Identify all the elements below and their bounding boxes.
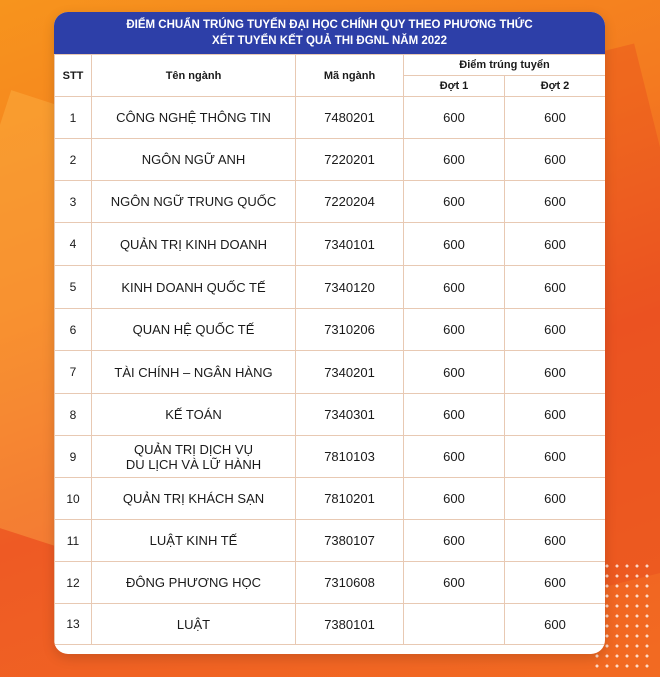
cell-dot-2: 600 [505,97,606,139]
table-row [55,562,606,604]
cell-ma-nganh: 7220201 [296,139,404,181]
table-row [55,478,606,520]
table-row [55,223,606,266]
cell-stt: 9 [55,436,92,478]
major-name-line: DU LỊCH VÀ LỮ HÀNH [125,456,262,472]
major-name-line: TÀI CHÍNH – NGÂN HÀNG [114,364,273,380]
cell-ten-nganh [92,351,296,394]
major-name-line: KINH DOANH QUỐC TẾ [121,279,266,295]
header-ma-nganh: Mã ngành [296,55,404,97]
cell-dot-1: 600 [404,223,505,266]
table-row [55,139,606,181]
score-card [54,12,605,654]
title-line-1: ĐIỂM CHUẨN TRÚNG TUYỂN ĐẠI HỌC CHÍNH QUY THEO PHƯƠNG THỨC [126,19,533,31]
score-table [54,54,605,645]
major-name-line: KẾ TOÁN [165,407,222,422]
table-row [55,520,606,562]
cell-ten-nganh [92,181,296,223]
cell-stt: 4 [55,223,92,266]
cell-ma-nganh: 7380107 [296,520,404,562]
cell-ma-nganh: 7220204 [296,181,404,223]
major-name-line: QUẢN TRỊ KINH DOANH [119,236,268,252]
cell-dot-1: 600 [404,394,505,436]
cell-stt: 12 [55,562,92,604]
cell-dot-2: 600 [505,139,606,181]
cell-dot-2: 600 [505,436,606,478]
cell-stt: 8 [55,394,92,436]
major-name-line: NGÔN NGỮ ANH [141,152,246,167]
cell-ten-nganh [92,139,296,181]
table-row [55,351,606,394]
cell-dot-1: 600 [404,309,505,351]
cell-stt: 11 [55,520,92,562]
cell-dot-1: 600 [404,436,505,478]
cell-ten-nganh [92,394,296,436]
cell-ma-nganh: 7480201 [296,97,404,139]
header-stt: STT [55,55,92,97]
cell-dot-1: 600 [404,181,505,223]
cell-ten-nganh [92,604,296,645]
table-row [55,181,606,223]
cell-dot-1: 600 [404,97,505,139]
cell-ma-nganh: 7340301 [296,394,404,436]
cell-dot-2: 600 [505,309,606,351]
cell-stt: 3 [55,181,92,223]
cell-ten-nganh [92,97,296,139]
cell-ma-nganh: 7310206 [296,309,404,351]
cell-dot-1: 600 [404,351,505,394]
table-row [55,394,606,436]
cell-dot-1: 600 [404,478,505,520]
cell-stt: 5 [55,266,92,309]
cell-ten-nganh [92,478,296,520]
major-name-line: QUẢN TRỊ DỊCH VỤ [134,441,253,457]
table-row [55,604,606,645]
cell-dot-2: 600 [505,478,606,520]
cell-dot-1: 600 [404,139,505,181]
cell-ma-nganh: 7380101 [296,604,404,645]
table-row [55,97,606,139]
table-row [55,436,606,478]
cell-ten-nganh [92,309,296,351]
cell-ten-nganh [92,436,296,478]
header-ten-nganh: Tên ngành [92,55,296,97]
cell-dot-2: 600 [505,351,606,394]
cell-dot-2: 600 [505,223,606,266]
major-name-line: NGÔN NGỮ TRUNG QUỐC [110,194,277,209]
cell-stt: 1 [55,97,92,139]
cell-ma-nganh: 7310608 [296,562,404,604]
cell-stt: 13 [55,604,92,645]
cell-stt: 10 [55,478,92,520]
cell-ten-nganh [92,562,296,604]
table-body [55,97,606,645]
cell-ten-nganh [92,520,296,562]
major-name-line: QUAN HỆ QUỐC TẾ [132,322,255,337]
cell-ma-nganh: 7340201 [296,351,404,394]
card-title [54,12,605,54]
cell-dot-2: 600 [505,604,606,645]
header-diem-trung-tuyen: Điểm trúng tuyển [404,55,606,76]
major-name-line: ĐÔNG PHƯƠNG HỌC [126,575,261,590]
cell-dot-2: 600 [505,520,606,562]
cell-dot-2: 600 [505,266,606,309]
major-name-line: LUẬT [176,616,211,632]
cell-dot-1: 600 [404,520,505,562]
cell-dot-1: 600 [404,562,505,604]
cell-stt: 7 [55,351,92,394]
major-name-line: QUẢN TRỊ KHÁCH SẠN [122,491,265,506]
cell-ma-nganh: 7810103 [296,436,404,478]
cell-ma-nganh: 7340120 [296,266,404,309]
header-dot-2: Đợt 2 [505,76,606,97]
table-row [55,309,606,351]
cell-dot-2: 600 [505,562,606,604]
cell-dot-2: 600 [505,394,606,436]
cell-ten-nganh [92,266,296,309]
table-row [55,266,606,309]
cell-dot-2: 600 [505,181,606,223]
title-line-2: XÉT TUYỂN KẾT QUẢ THI ĐGNL NĂM 2022 [212,35,447,47]
major-name-line: LUẬT KINH TẾ [149,533,238,548]
cell-ten-nganh [92,223,296,266]
header-dot-1: Đợt 1 [404,76,505,97]
cell-dot-1: 600 [404,266,505,309]
cell-stt: 6 [55,309,92,351]
major-name-line: CÔNG NGHỆ THÔNG TIN [116,110,271,125]
cell-dot-1 [404,604,505,645]
cell-ma-nganh: 7340101 [296,223,404,266]
cell-stt: 2 [55,139,92,181]
cell-ma-nganh: 7810201 [296,478,404,520]
